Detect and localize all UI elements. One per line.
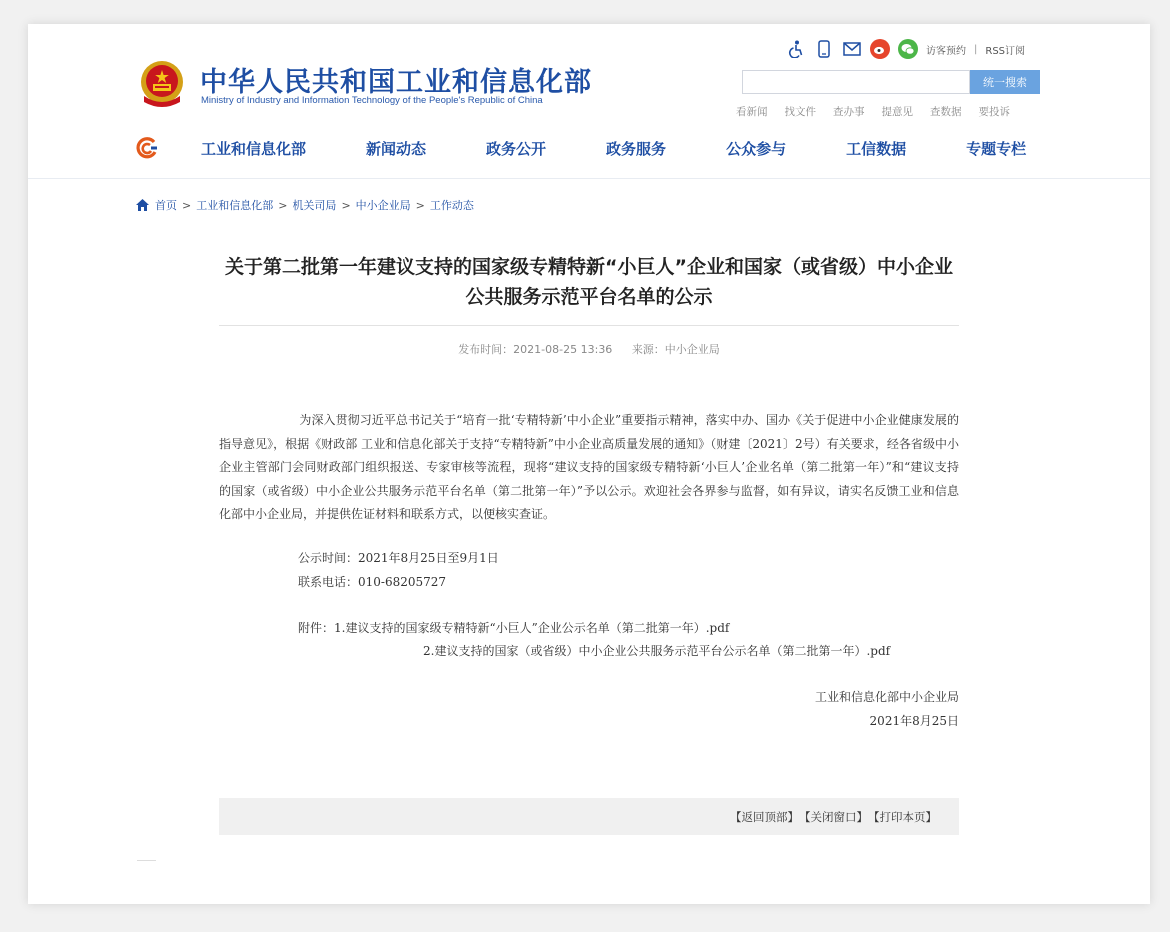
tools-separator: | [974,43,978,55]
search-input[interactable] [742,70,970,94]
nav-item-ministry[interactable]: 工业和信息化部 [201,140,307,158]
quick-link-data[interactable]: 查数据 [930,106,962,118]
contact-phone: 联系电话：010-68205727 [298,575,447,589]
quick-link-services[interactable]: 查办事 [833,106,865,118]
nav-item-government-affairs[interactable]: 政务公开 [486,140,547,158]
breadcrumb-home[interactable]: 首页 [155,199,177,212]
article-source: 来源：中小企业局 [631,343,720,356]
article-meta [219,341,959,357]
attachment-row-1 [298,619,729,636]
title-divider [219,325,959,326]
breadcrumb-separator: > [278,198,288,212]
nav-item-news[interactable]: 新闻动态 [366,140,427,158]
breadcrumb-work-news[interactable]: 工作动态 [429,199,474,212]
quick-link-news[interactable]: 看新闻 [736,106,768,118]
rss-link[interactable]: RSS订阅 [985,45,1026,57]
quick-links [736,104,1027,119]
quick-link-files[interactable]: 找文件 [784,106,816,118]
quick-link-suggest[interactable]: 提意见 [881,106,913,118]
notice-period: 公示时间：2021年8月25日至9月1日 [298,551,499,565]
attachment-prefix: 附件： [298,621,335,635]
nav-item-government-services[interactable]: 政务服务 [606,140,667,158]
attachment-link-2[interactable]: 2.建议支持的国家（或省级）中小企业公共服务示范平台公示名单（第二批第一年）.pdf [423,644,891,658]
attachment-link-1[interactable]: 1.建议支持的国家级专精特新“小巨人”企业公示名单（第二批第一年）.pdf [334,621,730,635]
bottom-divider [137,860,156,861]
back-to-top-button[interactable]: 【返回顶部】 [730,809,799,824]
site-subtitle: Ministry of Industry and Information Technology of the People's Republic of China [201,95,543,106]
accessibility-icon[interactable] [786,39,806,59]
nav-item-public-participation[interactable]: 公众参与 [726,140,787,158]
home-icon[interactable] [136,199,149,211]
quick-link-complaint[interactable]: 要投诉 [978,106,1010,118]
publish-time: 发布时间：2021-08-25 13:36 [458,343,613,356]
breadcrumb [136,197,474,213]
article-footer-bar [219,798,959,835]
page-container [28,24,1150,904]
visit-appointment-link[interactable]: 访客预约 [926,45,966,57]
nav-item-topics[interactable]: 专题专栏 [966,140,1027,158]
breadcrumb-separator: > [415,198,425,212]
breadcrumb-ministry[interactable]: 工业和信息化部 [196,199,274,212]
weibo-icon[interactable] [870,39,890,59]
top-tools [786,38,1025,60]
attachment-row-2 [423,642,890,659]
article-paragraph: 为深入贯彻习近平总书记关于“培育一批‘专精特新’中小企业”重要指示精神，落实中办、国办《关于促进中小企业健康发展的指导意见》，根据《财政部 工业和信息化部关于支持“专精特新”中小企业高质量发展的通知》（财建〔2021〕2号）有关要求，经各省级中小企业主管部门会同财政部门组织报送、专家审核等流程，现将“建议支持的国家级专精特新‘小巨人’企业名单（第二批第一年）”和“建议支持的国家（或省级）中小企业公共服务示范平台名单（第二批第一年）”予以公示。欢迎社会各界参与监督，如有异议，请实名反馈工业和信息化部中小企业局，并提供佐证材料和联系方式，以便核实查证。 [219,413,959,521]
nav-item-data[interactable]: 工信数据 [846,140,907,158]
search-button[interactable]: 统一搜索 [970,70,1040,94]
breadcrumb-departments[interactable]: 机关司局 [292,199,337,212]
print-page-button[interactable]: 【打印本页】 [868,809,937,824]
breadcrumb-separator: > [341,198,351,212]
signature-date: 2021年8月25日 [869,714,959,728]
breadcrumb-separator: > [182,198,192,212]
miit-logo-icon[interactable] [136,137,158,159]
close-window-button[interactable]: 【关闭窗口】 [799,809,868,824]
main-nav [201,138,1026,159]
article-body [219,409,959,527]
mail-icon[interactable] [842,39,862,59]
wechat-icon[interactable] [898,39,918,59]
article-title: 关于第二批第一年建议支持的国家级专精特新“小巨人”企业和国家（或省级）中小企业公共服务示范平台名单的公示 [225,256,953,308]
mobile-icon[interactable] [814,39,834,59]
signature-org: 工业和信息化部中小企业局 [814,690,959,704]
nav-divider [28,178,1150,179]
national-emblem-icon [138,58,186,110]
breadcrumb-sme-bureau[interactable]: 中小企业局 [355,199,411,212]
site-title: 中华人民共和国工业和信息化部 [200,67,592,98]
